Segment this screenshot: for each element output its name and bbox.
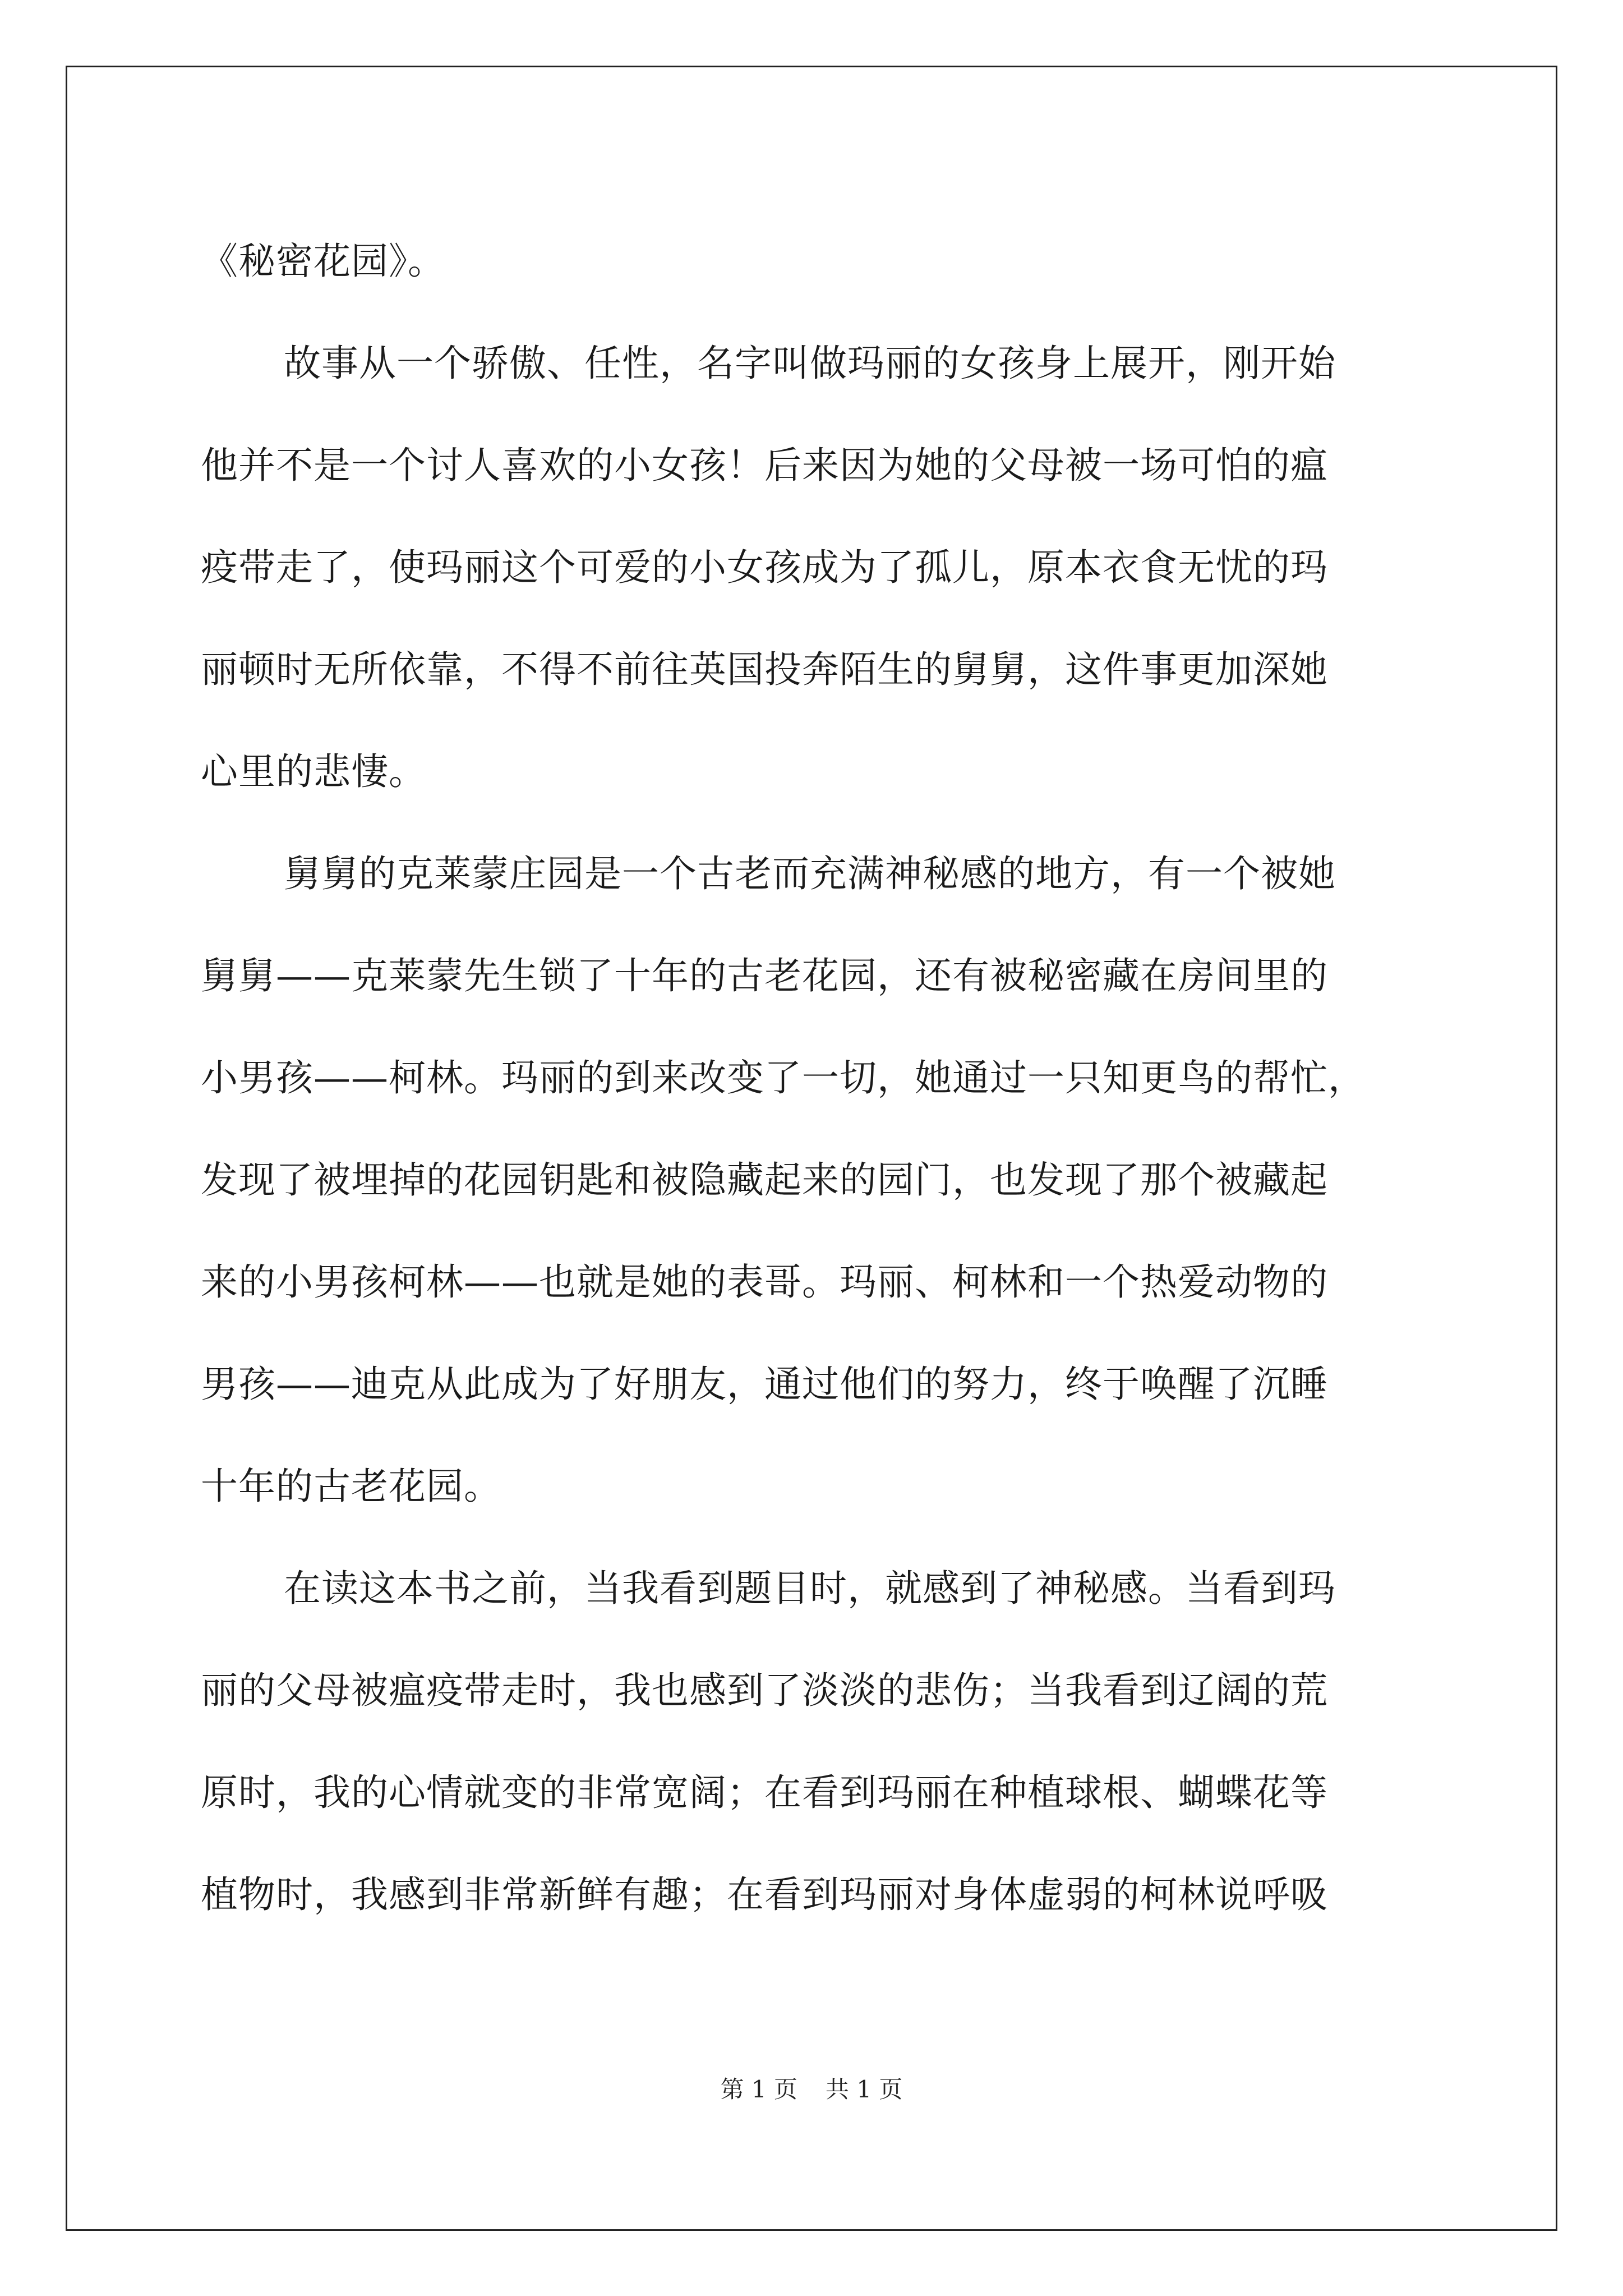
text-line: 疫带走了，使玛丽这个可爱的小女孩成为了孤儿，原本衣食无忧的玛 [201, 546, 1328, 589]
text-line: 丽顿时无所依靠，不得不前往英国投奔陌生的舅舅，这件事更加深她 [201, 648, 1328, 691]
text-line: 心里的悲悽。 [201, 750, 426, 793]
text-line: 十年的古老花园。 [201, 1465, 501, 1508]
document-body [201, 210, 1435, 1946]
text-line: 原时，我的心情就变的非常宽阔；在看到玛丽在种植球根、蝴蝶花等 [201, 1771, 1328, 1814]
text-line: 丽的父母被瘟疫带走时，我也感到了淡淡的悲伤；当我看到辽阔的荒 [201, 1669, 1328, 1712]
text-line: 《秘密花园》。 [201, 240, 445, 283]
text-line: 故事从一个骄傲、任性，名字叫做玛丽的女孩身上展开，刚开始 [284, 342, 1336, 385]
page-footer [0, 2073, 1623, 2106]
text-line: 他并不是一个讨人喜欢的小女孩！后来因为她的父母被一场可怕的瘟 [201, 444, 1328, 487]
text-line: 植物时，我感到非常新鲜有趣；在看到玛丽对身体虚弱的柯林说呼吸 [201, 1873, 1328, 1916]
text-line: 发现了被埋掉的花园钥匙和被隐藏起来的园门，也发现了那个被藏起 [201, 1158, 1328, 1202]
text-line: 小男孩——柯林。玛丽的到来改变了一切，她通过一只知更鸟的帮忙， [201, 1056, 1366, 1099]
page-total: 共 1 页 [826, 2076, 903, 2103]
text-line: 舅舅——克莱蒙先生锁了十年的古老花园，还有被秘密藏在房间里的 [201, 954, 1328, 997]
text-line: 男孩——迪克从此成为了好朋友，通过他们的努力，终于唤醒了沉睡 [201, 1363, 1328, 1406]
text-line: 来的小男孩柯林——也就是她的表哥。玛丽、柯林和一个热爱动物的 [201, 1260, 1328, 1304]
text-line: 在读这本书之前，当我看到题目时，就感到了神秘感。当看到玛 [284, 1567, 1336, 1610]
page-number: 第 1 页 [720, 2076, 797, 2103]
text-line: 舅舅的克莱蒙庄园是一个古老而充满神秘感的地方，有一个被她 [284, 852, 1336, 895]
